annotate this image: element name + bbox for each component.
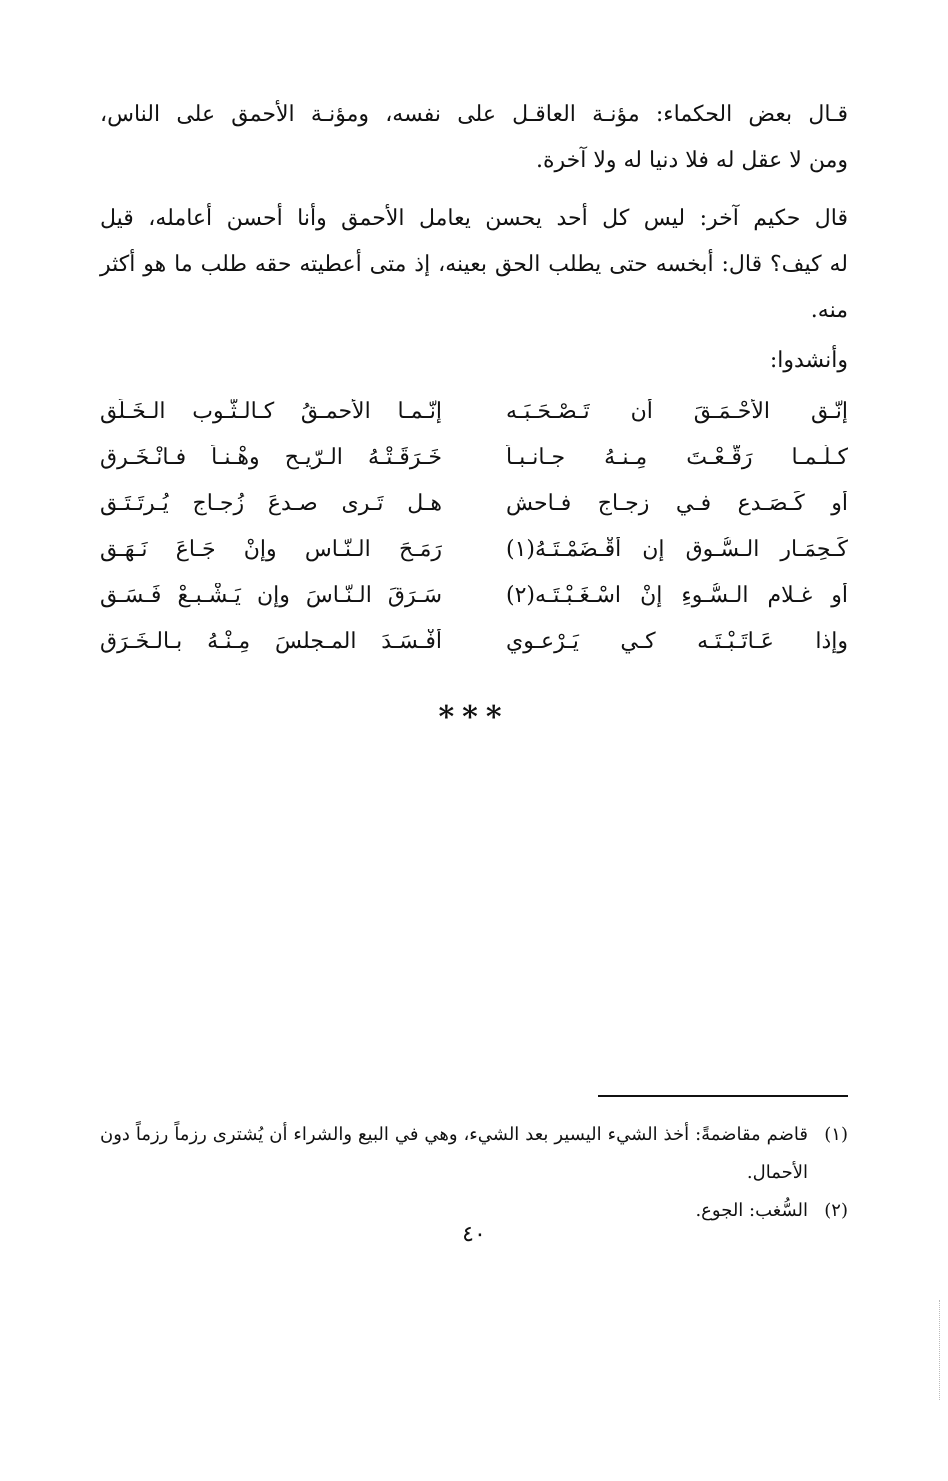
paragraph-line: قال حكيم آخر: ليس كل أحد يحسن يعامل الأحمق وأنا أحسن أعامله، قيل bbox=[100, 206, 848, 231]
section-separator: *** bbox=[438, 700, 510, 735]
verse-second-half: إنّـمـا الأحمـقُ كـالـثّـوب الـخَـلَقِ bbox=[100, 398, 442, 424]
verse-first-half: إنّـق الأحْـمَـقَ أن تَـصْـحَـبَـه bbox=[506, 398, 848, 424]
verse-first-half: أو كَـصَـدعٍ فـي زجـاجٍ فـاحش bbox=[506, 490, 848, 516]
poem-verse bbox=[100, 480, 848, 526]
verse-second-half: سَـرَقَ الـنّـاسَ وإن يَـشْـبـعْ فَـسَـق bbox=[100, 582, 442, 608]
verse-second-half: خَـرَقَـتْـهُ الـرّيـح وهْـنـاً فـانْـخَـرقِ bbox=[100, 444, 442, 470]
poem-intro bbox=[100, 338, 848, 384]
footnote-number: (١) bbox=[824, 1124, 848, 1145]
scan-margin-artifact bbox=[937, 1300, 940, 1400]
verse-first-half: كَـحِمَـارِ الـسُّـوقِ إن أقْـضَمْـتَـهُ(١) bbox=[506, 536, 848, 562]
verse-first-half: وإذا عَـاتَـبْـتَـه كـي يَـرْعـوي bbox=[506, 628, 848, 654]
verse-second-half: رَمَـحَ الـنّـاس وإنْ جَـاعَ نَـهَـقِ bbox=[100, 536, 442, 562]
verse-second-half: هـل تَـرى صـدعَ زُجـاجٍ يُـرتَـتَـق bbox=[100, 490, 442, 516]
verse-first-half: أو غـلامِ الـسُّـوءِ إنْ اسْـغَـبْـتَـه(٢) bbox=[506, 582, 848, 608]
paragraph-line: ومن لا عقل له فلا دنيا له ولا آخرة. bbox=[535, 148, 848, 173]
footnote-item bbox=[100, 1116, 848, 1192]
footnote-number: (٢) bbox=[824, 1200, 848, 1221]
footnote-text: السُّغب: الجوع. bbox=[695, 1200, 808, 1221]
poem-verse bbox=[100, 434, 848, 480]
verse-second-half: أفْـسَـدَ المـجلسَ مِـنْـهُ بـالـخَـرَقِ bbox=[100, 628, 442, 654]
poem-verse bbox=[100, 388, 848, 434]
poem bbox=[100, 388, 848, 664]
footnote-divider bbox=[598, 1095, 848, 1097]
paragraph-1 bbox=[100, 92, 848, 184]
footnotes bbox=[100, 1116, 848, 1230]
paragraph-line: له كيف؟ قال: أبخسه حتى يطلب الحق بعينه، إذ متى أعطيته حقه طلب ما هو أكثر bbox=[100, 252, 848, 277]
poem-verse bbox=[100, 618, 848, 664]
paragraph-line: منه. bbox=[810, 298, 848, 323]
paragraph-2 bbox=[100, 196, 848, 334]
page-number: ٤٠ bbox=[462, 1222, 486, 1247]
poem-verse bbox=[100, 526, 848, 572]
verse-first-half: كـلّـمـا رَقّـعْـتَ مِـنـهُ جـانـبـاً bbox=[506, 444, 848, 470]
poem-intro-text: وأنشدوا: bbox=[769, 348, 848, 373]
paragraph-line: قـال بعض الحكماء: مؤنـة العاقـل على نفسه، ومؤنـة الأحمق على الناس، bbox=[100, 102, 848, 127]
poem-verse bbox=[100, 572, 848, 618]
footnote-text: قاضم مقاضمةً: أخذ الشيء اليسير بعد الشيء، وهي في البيع والشراء أن يُشترى رزماً رزماً دون الأحمال. bbox=[100, 1124, 808, 1183]
